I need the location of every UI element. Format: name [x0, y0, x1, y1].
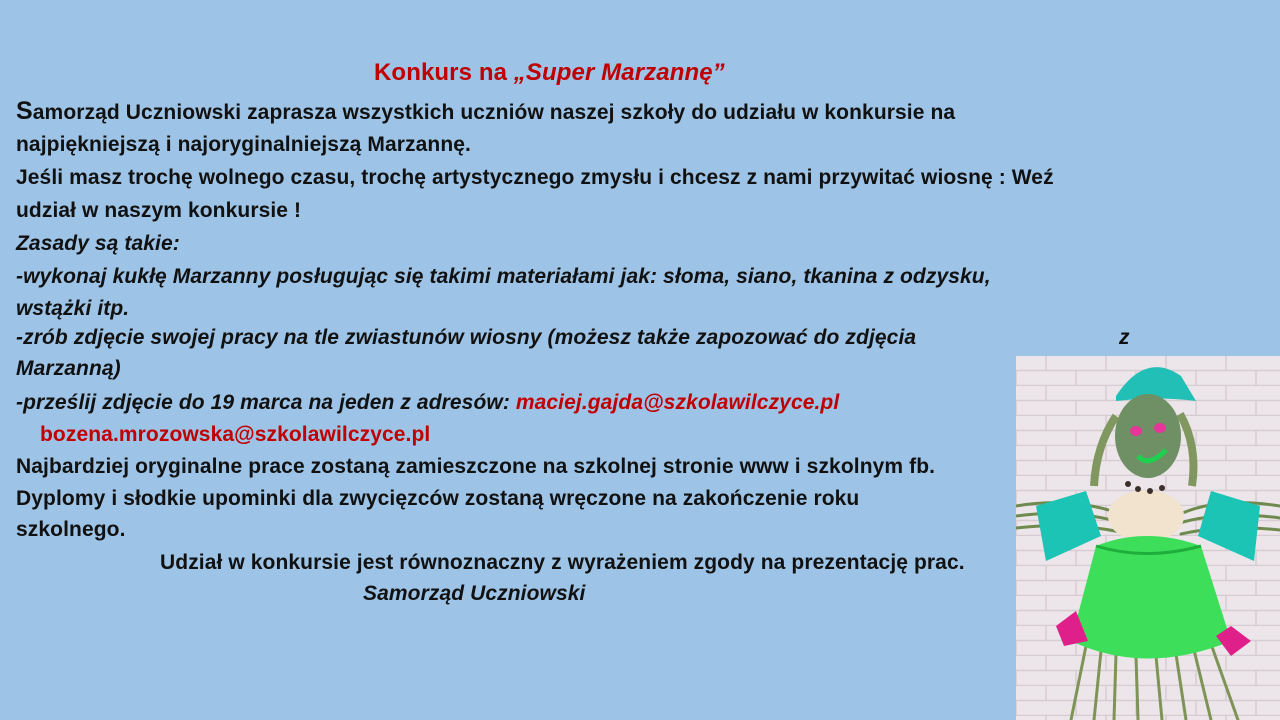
page-title	[374, 57, 725, 89]
rule-3	[16, 387, 839, 419]
intro-first-letter: S	[16, 97, 33, 125]
signature: Samorząd Uczniowski	[363, 582, 586, 605]
rules-heading: Zasady są takie:	[16, 232, 180, 255]
email-link-2[interactable]: bozena.mrozowska@szkolawilczyce.pl	[40, 423, 431, 446]
marzanna-photo	[1016, 356, 1280, 720]
intro-line-3: Jeśli masz trochę wolnego czasu, trochę artystycznego zmysłu i chcesz z nami przywitać wiosnę : Weź	[16, 166, 1054, 189]
outro-line-2: Dyplomy i słodkie upominki dla zwycięzców zostaną wręczone na zakończenie roku	[16, 487, 860, 510]
intro-line-4: udział w naszym konkursie !	[16, 199, 302, 222]
intro-line-1	[16, 95, 955, 129]
rule-1-line-1: -wykonaj kukłę Marzanny posługując się takimi materiałami jak: słoma, siano, tkanina z odzysku,	[16, 265, 991, 288]
rule-3-text: -prześlij zdjęcie do 19 marca na jeden z adresów:	[16, 391, 516, 414]
rule-2-line-1-end: z	[1119, 326, 1130, 349]
intro-line-2: najpiękniejszą i najoryginalniejszą Marzannę.	[16, 133, 471, 156]
rule-2-line-1: -zrób zdjęcie swojej pracy na tle zwiastunów wiosny (możesz także zapozować do zdjęcia	[16, 326, 917, 349]
rule-2-line-2: Marzanną)	[16, 357, 121, 380]
marzanna-doll-icon	[1016, 356, 1280, 720]
outro-line-1: Najbardziej oryginalne prace zostaną zamieszczone na szkolnej stronie www i szkolnym fb.	[16, 455, 936, 478]
rule-1-line-2: wstążki itp.	[16, 297, 130, 320]
consent-note: Udział w konkursie jest równoznaczny z wyrażeniem zgody na prezentację prac.	[160, 551, 965, 574]
intro-line-1-text: amorząd Uczniowski zaprasza wszystkich uczniów naszej szkoły do udziału w konkursie na	[32, 101, 956, 124]
title-emphasis: „Super Marzannę”	[513, 59, 725, 86]
email-link-1[interactable]: maciej.gajda@szkolawilczyce.pl	[515, 391, 840, 414]
title-prefix: Konkurs na	[374, 59, 514, 86]
outro-line-3: szkolnego.	[16, 518, 126, 541]
